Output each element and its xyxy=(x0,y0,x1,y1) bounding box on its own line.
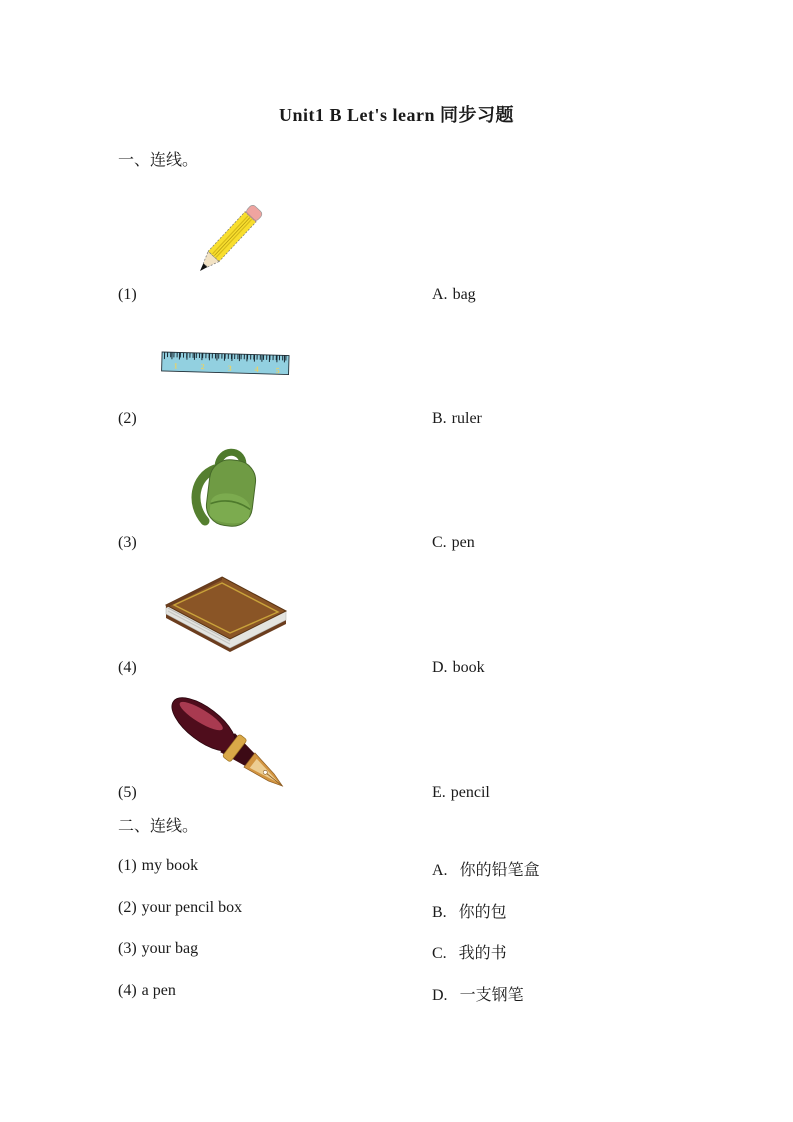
option-text: book xyxy=(452,659,485,676)
s2-item-3 xyxy=(118,940,198,958)
option-text: ruler xyxy=(451,410,482,427)
item-number-3: (3) xyxy=(118,534,137,551)
pencil-icon xyxy=(193,199,265,281)
s2-item-4 xyxy=(118,982,176,1000)
item-text: my book xyxy=(141,857,199,874)
item-number-5: (5) xyxy=(118,784,137,801)
option-text: pencil xyxy=(450,784,490,801)
option-letter: C. xyxy=(432,534,447,551)
option-letter: D. xyxy=(432,987,448,1004)
option-text: pen xyxy=(451,534,475,551)
option-letter: C. xyxy=(432,945,447,962)
s2-option-a xyxy=(432,857,540,880)
option-letter: D. xyxy=(432,659,448,676)
option-text: 我的书 xyxy=(458,945,507,962)
option-c-pen xyxy=(432,534,475,552)
item-number-2: (2) xyxy=(118,410,137,427)
option-text: 一支钢笔 xyxy=(459,987,524,1004)
section1-heading: 一、连线。 xyxy=(118,152,199,169)
option-b-ruler xyxy=(432,410,482,428)
item-number: (3) xyxy=(118,940,137,957)
option-text: bag xyxy=(452,286,476,303)
s2-item-2 xyxy=(118,899,242,917)
item-number-4: (4) xyxy=(118,659,137,676)
svg-text:4: 4 xyxy=(254,364,259,374)
section2-heading: 二、连线。 xyxy=(118,818,199,835)
item-number: (4) xyxy=(118,982,137,999)
option-letter: E. xyxy=(432,784,446,801)
option-e-pencil xyxy=(432,784,490,802)
svg-text:2: 2 xyxy=(200,362,205,372)
option-letter: A. xyxy=(432,286,448,303)
s2-option-c xyxy=(432,940,507,963)
fountain-pen-icon xyxy=(163,686,295,788)
option-letter: A. xyxy=(432,862,448,879)
svg-text:3: 3 xyxy=(227,363,232,373)
page-title: Unit1 B Let's learn 同步习题 xyxy=(279,105,514,125)
option-d-book xyxy=(432,659,485,677)
item-number: (1) xyxy=(118,857,137,874)
book-icon xyxy=(160,575,294,659)
option-letter: B. xyxy=(432,904,447,921)
option-text: 你的铅笔盒 xyxy=(459,862,540,879)
backpack-icon xyxy=(184,444,264,536)
s2-option-b xyxy=(432,899,507,922)
ruler-icon xyxy=(160,346,292,380)
item-text: a pen xyxy=(141,982,176,999)
option-letter: B. xyxy=(432,410,447,427)
s2-item-1 xyxy=(118,857,198,875)
item-text: your bag xyxy=(141,940,199,957)
option-a-bag xyxy=(432,286,476,304)
s2-option-d xyxy=(432,982,524,1005)
item-text: your pencil box xyxy=(141,899,243,916)
svg-text:1: 1 xyxy=(173,361,178,371)
item-number-1: (1) xyxy=(118,286,137,303)
option-text: 你的包 xyxy=(458,904,507,921)
svg-text:5: 5 xyxy=(275,366,280,376)
item-number: (2) xyxy=(118,899,137,916)
